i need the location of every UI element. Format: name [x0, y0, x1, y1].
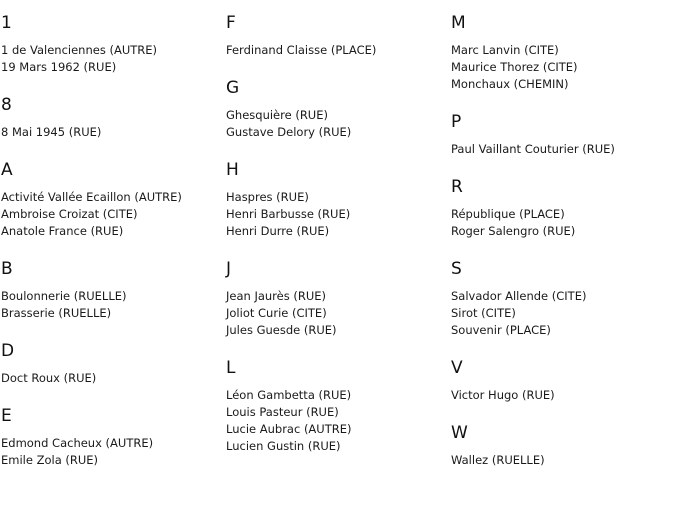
street-link[interactable]: Ghesquière (RUE): [226, 108, 328, 122]
street-link[interactable]: Activité Vallée Ecaillon (AUTRE): [1, 190, 182, 204]
street-link[interactable]: Haspres (RUE): [226, 190, 309, 204]
street-link[interactable]: Emile Zola (RUE): [1, 453, 99, 467]
street-link[interactable]: République (PLACE): [451, 207, 565, 221]
letter-heading: L: [226, 358, 236, 378]
street-link[interactable]: Lucie Aubrac (AUTRE): [226, 422, 352, 436]
letter-group-r: [451, 175, 671, 240]
letter-group-d: [1, 339, 221, 387]
letter-group-v: [451, 356, 671, 404]
letter-heading: H: [226, 160, 239, 180]
street-link[interactable]: 8 Mai 1945 (RUE): [1, 125, 102, 139]
street-link[interactable]: Souvenir (PLACE): [451, 323, 551, 337]
street-link[interactable]: Lucien Gustin (RUE): [226, 439, 341, 453]
street-index-column-2: [226, 11, 446, 472]
street-link[interactable]: Léon Gambetta (RUE): [226, 388, 352, 402]
letter-group-g: [226, 76, 446, 141]
street-link[interactable]: Louis Pasteur (RUE): [226, 405, 339, 419]
letter-group-1: [1, 11, 221, 76]
letter-heading: R: [451, 177, 463, 197]
street-link[interactable]: Henri Durre (RUE): [226, 224, 330, 238]
letter-group-b: [1, 257, 221, 322]
street-link[interactable]: Doct Roux (RUE): [1, 371, 97, 385]
letter-heading: B: [1, 259, 13, 279]
street-link[interactable]: Roger Salengro (RUE): [451, 224, 576, 238]
letter-group-p: [451, 110, 671, 158]
letter-group-j: [226, 257, 446, 339]
letter-group-m: [451, 11, 671, 93]
letter-group-l: [226, 356, 446, 455]
street-link[interactable]: Wallez (RUELLE): [451, 453, 545, 467]
street-link[interactable]: Monchaux (CHEMIN): [451, 77, 569, 91]
street-link[interactable]: Joliot Curie (CITE): [226, 306, 327, 320]
street-link[interactable]: Ambroise Croizat (CITE): [1, 207, 138, 221]
street-link[interactable]: Ferdinand Claisse (PLACE): [226, 43, 377, 57]
letter-heading: E: [1, 406, 12, 426]
letter-heading: A: [1, 160, 13, 180]
letter-heading: F: [226, 13, 236, 33]
letter-heading: J: [226, 259, 232, 279]
letter-heading: P: [451, 112, 462, 132]
street-link[interactable]: Salvador Allende (CITE): [451, 289, 587, 303]
letter-heading: D: [1, 341, 15, 361]
street-index-column-3: [451, 11, 671, 486]
letter-heading: W: [451, 423, 468, 443]
letter-heading: V: [451, 358, 463, 378]
letter-heading: 1: [1, 13, 12, 33]
street-link[interactable]: Edmond Cacheux (AUTRE): [1, 436, 154, 450]
street-link[interactable]: Boulonnerie (RUELLE): [1, 289, 127, 303]
street-link[interactable]: Anatole France (RUE): [1, 224, 124, 238]
street-index-column-1: [1, 11, 221, 486]
street-link[interactable]: Brasserie (RUELLE): [1, 306, 112, 320]
street-link[interactable]: Paul Vaillant Couturier (RUE): [451, 142, 615, 156]
street-link[interactable]: 19 Mars 1962 (RUE): [1, 60, 117, 74]
street-link[interactable]: Jean Jaurès (RUE): [226, 289, 327, 303]
letter-group-8: [1, 93, 221, 141]
letter-heading: G: [226, 78, 240, 98]
letter-group-a: [1, 158, 221, 240]
letter-group-w: [451, 421, 671, 469]
street-link[interactable]: Maurice Thorez (CITE): [451, 60, 578, 74]
street-link[interactable]: Henri Barbusse (RUE): [226, 207, 351, 221]
letter-heading: M: [451, 13, 466, 33]
street-link[interactable]: 1 de Valenciennes (AUTRE): [1, 43, 158, 57]
street-link[interactable]: Jules Guesde (RUE): [226, 323, 337, 337]
letter-heading: 8: [1, 95, 12, 115]
letter-heading: S: [451, 259, 462, 279]
letter-group-s: [451, 257, 671, 339]
letter-group-h: [226, 158, 446, 240]
street-link[interactable]: Victor Hugo (RUE): [451, 388, 555, 402]
letter-group-e: [1, 404, 221, 469]
street-link[interactable]: Marc Lanvin (CITE): [451, 43, 559, 57]
street-link[interactable]: Gustave Delory (RUE): [226, 125, 352, 139]
street-link[interactable]: Sirot (CITE): [451, 306, 516, 320]
letter-group-f: [226, 11, 446, 59]
